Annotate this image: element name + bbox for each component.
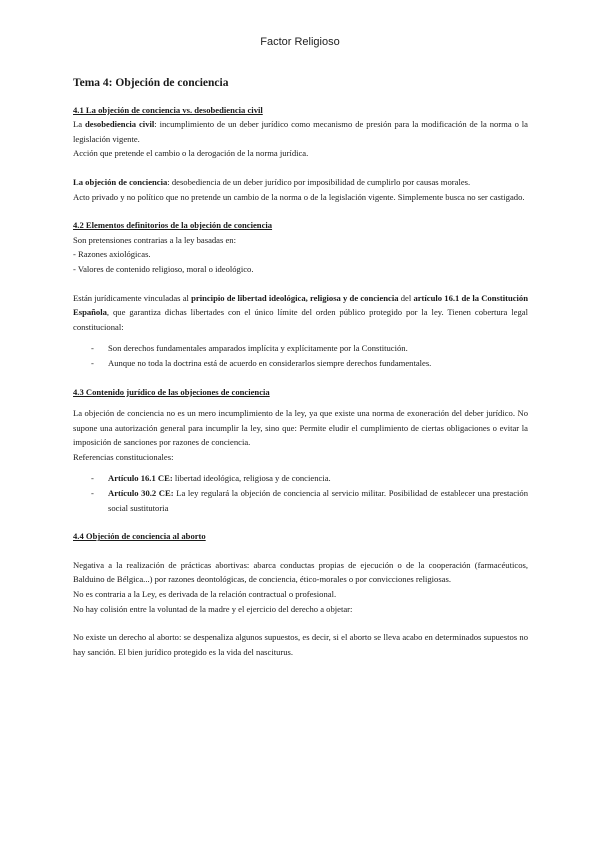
paragraph: No es contraria a la Ley, es derivada de la relación contractual o profesional. xyxy=(73,589,337,600)
paragraph: La desobediencia civil: incumplimiento de un deber jurídico como mecanismo de presión para la modificación de la norma o la legislación vigente. xyxy=(73,119,528,144)
term-objecion-conciencia: La objeción de conciencia xyxy=(73,176,168,187)
paragraph: Acción que pretende el cambio o la derogación de la norma jurídica. xyxy=(73,148,309,159)
paragraph: La objeción de conciencia no es un mero incumplimiento de la ley, ya que existe una norma de exoneración del deber jurídico. No supone una autorización general para incumplir la ley, sino que: Permite eludir el cumplimiento de ciertas obligaciones o evitar la imposición de sanciones por razones de conciencia. xyxy=(73,408,528,448)
list-item: - Artículo 30.2 CE: La ley regulará la objeción de conciencia al servicio militar. Posibilidad de establecer una prestación social sustitutoria xyxy=(91,486,528,515)
paragraph: Acto privado y no político que no pretende un cambio de la norma o de la legislación vigente. Simplemente busca no ser castigado. xyxy=(73,191,525,202)
paragraph: Están jurídicamente vinculadas al principio de libertad ideológica, religiosa y de conciencia del artículo 16.1 de la Constitución Española, que garantiza dichas libertades con el único límite del orden público protegido por la ley. Tienen cobertura legal constitucional: xyxy=(73,292,528,332)
paragraph: Son pretensiones contrarias a la ley basadas en: xyxy=(73,234,236,245)
bullet-list xyxy=(73,341,528,370)
document-body xyxy=(73,76,528,659)
document-title: Tema 4: Objeción de conciencia xyxy=(73,77,229,89)
paragraph: Referencias constitucionales: xyxy=(73,451,174,462)
section-heading-4-4: 4.4 Objeción de conciencia al aborto xyxy=(73,531,206,542)
paragraph: No existe un derecho al aborto: se despenaliza algunos supuestos, es decir, si el aborto se lleva acabo en determinados supuestos no hay sanción. El bien jurídico protegido es la vida del nasciturus. xyxy=(73,632,528,657)
paragraph: La objeción de conciencia: desobediencia de un deber jurídico por imposibilidad de cumplirlo por causas morales. xyxy=(73,176,471,187)
list-item: - Aunque no toda la doctrina está de acuerdo en considerarlos siempre derechos fundamentales. xyxy=(91,356,528,371)
section-heading-4-2: 4.2 Elementos definitorios de la objeción de conciencia xyxy=(73,220,273,231)
list-line: - Razones axiológicas. xyxy=(73,249,151,260)
page-header: Factor Religioso xyxy=(260,36,340,48)
section-heading-4-1: 4.1 La objeción de conciencia vs. desobediencia civil xyxy=(73,104,263,115)
list-item: - Son derechos fundamentales amparados implícita y explícitamente por la Constitución. xyxy=(91,341,528,356)
paragraph: Negativa a la realización de prácticas abortivas: abarca conductas propias de ejecución o de la cooperación (farmacéuticos, Balduino de Bélgica...) por razones deontológicas, de conciencia, ético-morales o por convicciones religiosas. xyxy=(73,559,528,585)
list-item: - Artículo 16.1 CE: libertad ideológica, religiosa y de conciencia. xyxy=(91,471,528,486)
term-desobediencia-civil: desobediencia civil xyxy=(84,119,155,130)
bullet-list xyxy=(73,471,528,515)
section-heading-4-3: 4.3 Contenido jurídico de las objeciones de conciencia xyxy=(73,386,270,397)
list-line: - Valores de contenido religioso, moral o ideológico. xyxy=(73,263,254,274)
paragraph: No hay colisión entre la voluntad de la madre y el ejercicio del derecho a objetar: xyxy=(73,603,353,614)
